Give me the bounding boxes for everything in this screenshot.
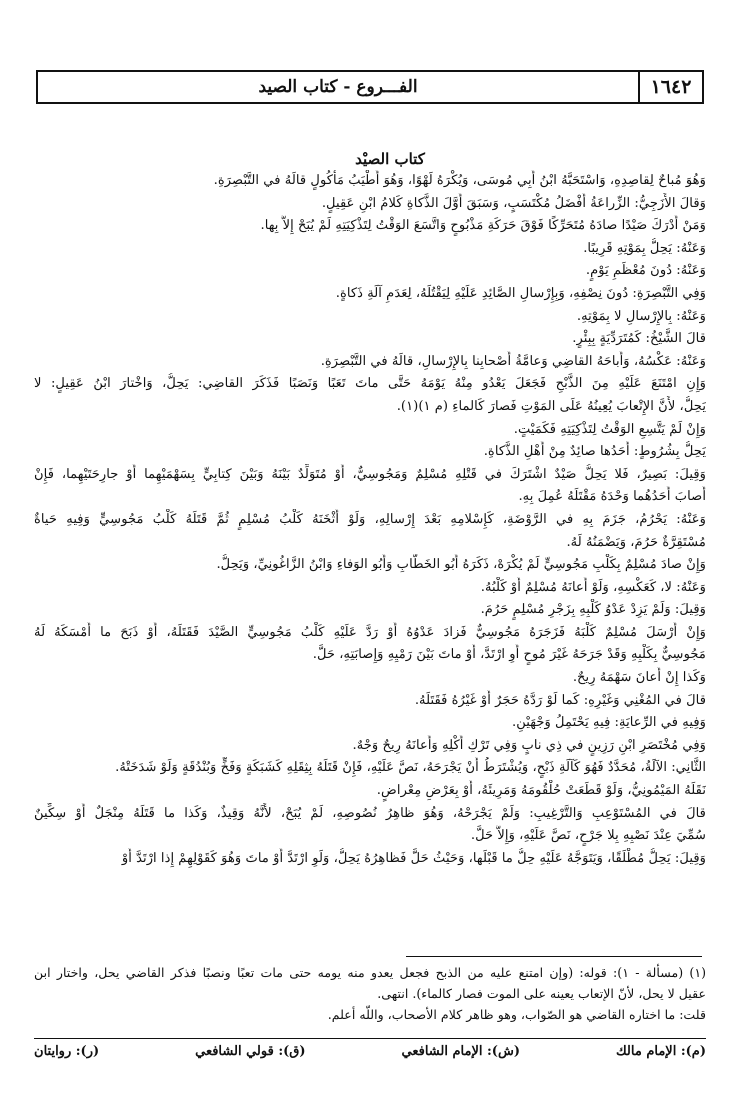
text-line: وَكَذا إِنْ أَعانَ سَهْمَهُ رِيحٌ. — [572, 670, 706, 686]
text-line: وَمَنْ أَدْرَكَ صَيْدًا صادَهُ مُتَحَرِّكًا فَوْقَ حَرَكَةِ مَذْبُوحٍ وَاتَّسَعَ الوَقْتُ لِتَذْكِيَتِهِ لَمْ يُبَحْ إِلاَّ بِها. — [260, 218, 706, 234]
text-line: يَحِلُّ بِشُرُوطٍ: أَحَدُها صائِدٌ مِنْ أَهْلِ الذَّكاةِ. — [483, 444, 706, 460]
text-line: وَعَنْهُ: يَحِلُّ بِمَوْتِهِ قَرِيبًا. — [583, 240, 706, 256]
text-line: نَقَلَهُ المَيْمُونِيُّ، وَلَوْ قَطَعَتْ حُلْقُومَهُ وَمَرِيئَهُ، أَوْ بِعَرْضِ مِعْراضٍ. — [376, 783, 706, 799]
running-title: الفـــروع - كتاب الصيد — [258, 77, 418, 97]
text-line: أَصابَ أَحَدُهُما وَحْدَهُ مَقْتَلَهُ عُمِلَ بِهِ. — [518, 489, 706, 505]
text-line: قالَ في المُغْنِي وَغَيْرِهِ: كَما لَوْ رَدَّهُ حَجَرٌ أَوْ غَيْرُهُ فَقَتَلَهُ. — [414, 692, 706, 708]
page-header — [36, 70, 704, 104]
text-line: وَعَنْهُ: يَحْرُمُ، جَزَمَ بِهِ في الرَّوْضَةِ، كَإِسْلامِهِ بَعْدَ إِرْسالِهِ، وَلَوْ أَثْخَنَهُ كَلْبُ مُسْلِمٍ ثُمَّ قَتَلَهُ كَلْبُ مَجُوسِيٍّ وَفِيهِ حَياةٌ — [34, 511, 706, 527]
legend-shafii: (ش): الإمام الشافعي — [401, 1044, 520, 1059]
footnote-line: قلت: ما اختاره القاضي هو الصّواب، وهو ظاهر كلام الأصحاب، واللّه أعلم. — [327, 1007, 706, 1022]
text-line: وَقِيلَ: بَصِيرٌ، فَلا يَحِلُّ صَيْدٌ اشْتَرَكَ في قَتْلِهِ مُسْلِمٌ وَمَجُوسِيٌّ، أَوْ مُتَوَلِّدٌ بَيْنَهُ وَبَيْنَ كِتابِيٍّ بِسَهْمَيْهِما أَوْ جارِحَتَيْهِما، فَإِنْ — [34, 466, 706, 482]
text-line: وَهُوَ مُباحٌ لِقاصِدِهِ، وَاسْتَحَبَّهُ ابْنُ أَبِي مُوسَى، وَيُكْرَهُ لَهْوًا، وَهُوَ أَطْيَبُ مَأْكُولٍ قالَهُ في التَّبْصِرَةِ. — [213, 173, 706, 188]
text-line: وَقالَ الأَزَجِيُّ: الزِّراعَةُ أَفْضَلُ مُكْتَسَبٍ، وَسَبَقَ أَوَّلَ الذَّكاةِ كَلامُ ابْنِ عَقِيلٍ. — [321, 195, 706, 211]
text-line: قالَ الشَّيْخُ: كَمُتَرَدِّيَةٍ بِبِئْرٍ. — [572, 331, 706, 347]
text-line: وَعَنْهُ: دُونَ مُعْظَمِ يَوْمٍ. — [585, 263, 706, 279]
abbreviation-legend — [34, 1040, 706, 1064]
text-line: وَإِنْ لَمْ يَتَّسِعِ الوَقْتُ لِتَذْكِيَتِهِ فَكَمَيْتٍ. — [513, 421, 706, 437]
text-line: وَقِيلَ: يَحِلُّ مُطْلَقًا، وَيَتَوَجَّهُ عَلَيْهِ حِلُّ ما قَبْلَها، وَحَيْثُ حَلَّ فَظاهِرُهُ يَحِلُّ، وَلَوِ ارْتَدَّ أَوْ ماتَ وَهُوَ كَقَوْلِهِمْ إِذا ارْتَدَّ أَوْ — [121, 850, 706, 866]
legend-malik: (م): الإمام مالك — [615, 1044, 706, 1059]
text-line: وَعَنْهُ: لا، كَعَكْسِهِ، وَلَوْ أَعانَهُ مُسْلِمٌ أَوْ كَلْبُهُ. — [480, 579, 706, 595]
text-line: وَإِنْ أَرْسَلَ مُسْلِمٌ كَلْبَهُ فَزَجَرَهُ مَجُوسِيٌّ فَزادَ عَدْوُهُ أَوْ رَدَّ عَلَيْهِ كَلْبُ مَجُوسِيٍّ الصَّيْدَ فَقَتَلَهُ، أَوْ ذَبَحَ ما أَمْسَكَهُ لَهُ — [34, 624, 706, 640]
footnote-line: (١) (مسألة - ١): قوله: (وإن امتنع عليه من الذبح فجعل يعدو منه يومه حتى مات تعبًا ونصبًا فذكر القاضي يحل، واختار ابن — [34, 965, 706, 980]
text-line: مُسْتَقِرَّةٌ حَرُمَ، وَيَضْمَنُهُ لَهُ. — [566, 534, 706, 550]
text-line: وَعَنْهُ: عَكْسُهُ، وَأَباحَهُ القاضِي وَعامَّةُ أَصْحابِنا بِالإِرْسالِ، قالَهُ في التَّبْصِرَةِ. — [320, 353, 706, 369]
page-number: ١٦٤٢ — [638, 72, 702, 102]
footnotes — [34, 962, 706, 1025]
legend-riwayatan: (ر): روايتان — [34, 1044, 100, 1059]
legend-separator — [34, 1038, 706, 1039]
text-line: الثَّانِي: الآلَةُ، مُحَدَّدٌ فَهُوَ كَآلَةِ ذَبْحٍ، وَيُشْتَرَطُ أَنْ يَجْرَحَهُ، نَصَّ عَلَيْهِ، فَإِنْ قَتَلَهُ بِثِقَلِهِ كَشَبَكَةٍ وَفَخٍّ وَبُنْدُقَةٍ وَلَوْ شَدَخَتْهُ. — [115, 760, 706, 776]
main-text — [34, 148, 706, 948]
text-line: يَحِلُّ، لأَنَّ الإِتْعابَ يُعِينُهُ عَلَى المَوْتِ فَصارَ كَالماءِ (م ١)(١). — [396, 398, 706, 414]
text-line: وَإِنْ صادَ مُسْلِمٌ بِكَلْبِ مَجُوسِيٍّ لَمْ يُكْرَهْ، ذَكَرَهُ أَبُو الخَطَّابِ وَأَبُو الوَفاءِ وَابْنُ الزَّاغُونِيِّ، وَيَحِلُّ. — [216, 557, 706, 573]
text-line: سُمِّيَ عِنْدَ نَصْبِهِ بِلا جَرْحٍ، نَصَّ عَلَيْهِ، وَإِلاَّ حَلَّ. — [470, 828, 706, 844]
text-line: وَفِيهِ في الرِّعايَةِ: فِيهِ يَحْتَمِلُ وَجْهَيْنِ. — [512, 715, 706, 731]
text-line: وَفِي التَّبْصِرَةِ: دُونَ نِصْفِهِ، وَبِإِرْسالِ الصَّائِدِ عَلَيْهِ لِيَقْتُلَهُ، لِعَدَمِ آلَةِ ذَكاةٍ. — [335, 285, 706, 301]
text-line: وَإِنِ امْتَنَعَ عَلَيْهِ مِنَ الذَّبْحِ فَجَعَلَ يَعْدُو مِنْهُ يَوْمَهُ حَتَّى ماتَ تَعَبًا وَنَصَبًا فَذَكَرَ القاضِي: يَحِلُّ، وَاخْتارَ ابْنُ عَقِيلٍ: لا — [34, 376, 706, 392]
text-line: وَعَنْهُ: بِالإِرْسالِ لا بِمَوْتِهِ. — [576, 308, 706, 324]
chapter-title: كتاب الصيْد — [355, 150, 425, 168]
footnote-separator — [406, 956, 702, 957]
text-line: مَجُوسِيٌّ بِكَلْبِهِ وَقَدْ جَرَحَهُ غَيْرَ مُوحٍ أَوِ ارْتَدَّ، أَوْ ماتَ بَيْنَ رَمْيِهِ وَإِصابَتِهِ، حَلَّ. — [312, 647, 706, 663]
text-line: وَفِي مُخْتَصَرِ ابْنِ رَزِينٍ في ذِي نابٍ وَفِي تَرْكِ أَكْلِهِ وَأَعانَهُ رِيحٌ وَجْهٌ. — [352, 737, 706, 753]
legend-shafii-qawlayn: (ق): قولي الشافعي — [195, 1044, 306, 1059]
footnote-line: عقيل لا يحل، لأنّ الإتعاب يعينه على الموت فصار كالماء). انتهى. — [377, 986, 706, 1001]
text-line: وَقِيلَ: وَلَمْ يَزِدْ عَدْوُ كَلْبِهِ بِزَجْرِ مُسْلِمٍ حَرُمَ. — [480, 602, 706, 618]
text-line: قالَ في المُسْتَوْعِبِ وَالتَّرْغِيبِ: وَلَمْ يَجْرَحْهُ، وَهُوَ ظاهِرُ نُصُوصِهِ، لَمْ يُبَحْ، لأَنَّهُ وَقِيذٌ، وَكَذا ما قَتَلَهُ مِنْجَلٌ أَوْ سِكِّينٌ — [34, 805, 706, 821]
